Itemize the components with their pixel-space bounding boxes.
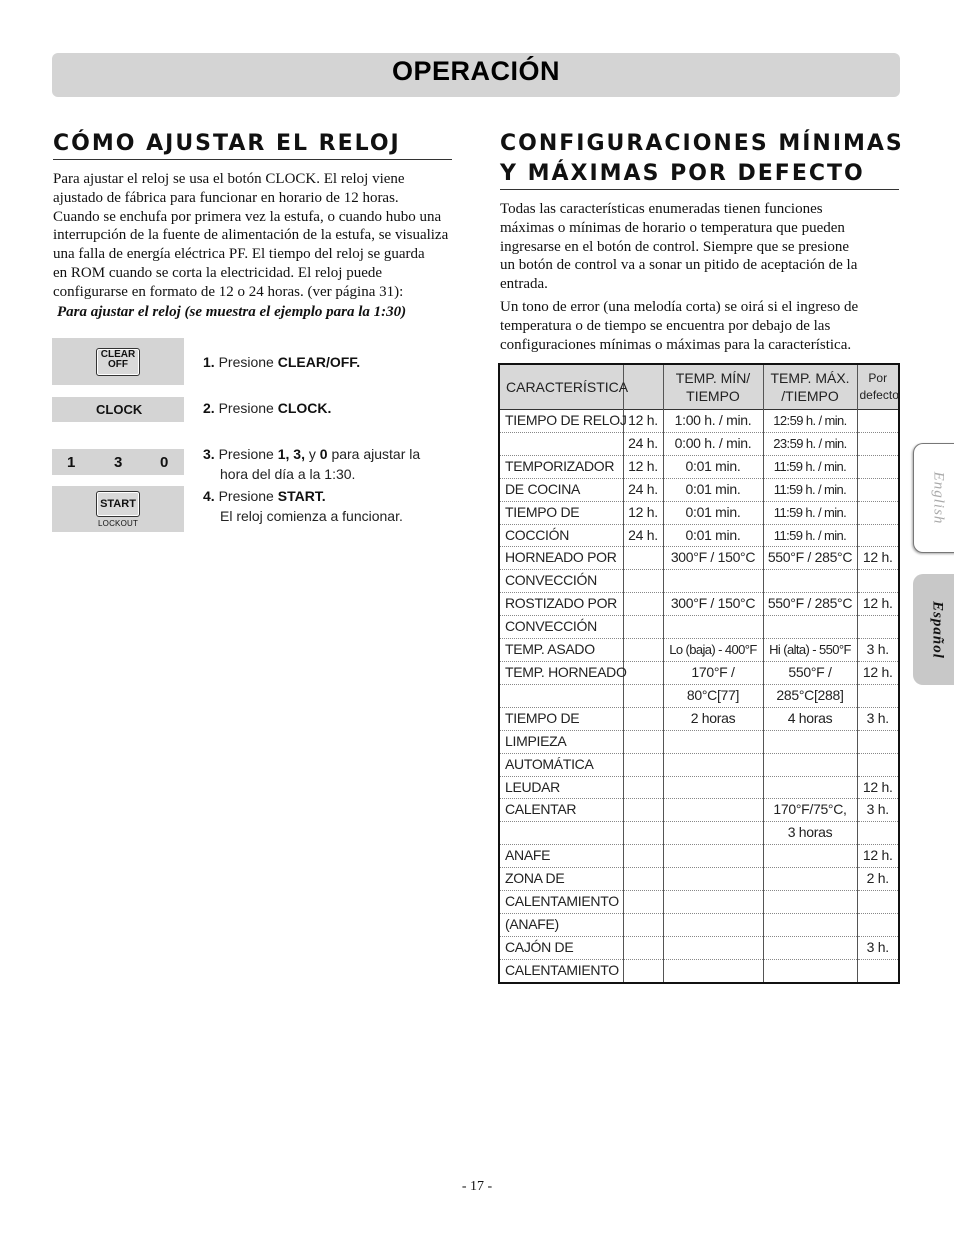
table-cell <box>623 684 663 707</box>
table-row <box>499 410 899 433</box>
table-cell: ROSTIZADO POR <box>499 593 623 616</box>
table-cell <box>663 959 763 982</box>
table-row <box>499 845 899 868</box>
clock-button[interactable]: CLOCK <box>96 402 143 417</box>
table-cell <box>857 410 899 433</box>
settings-heading-line1: CONFIGURACIONES MÍNIMAS <box>500 131 904 156</box>
table-cell: CALENTAR <box>499 799 623 822</box>
table-cell <box>623 593 663 616</box>
table-row <box>499 730 899 753</box>
table-cell: 3 h. <box>857 799 899 822</box>
step-3-number: 3. <box>203 446 215 462</box>
clear-off-button[interactable] <box>96 348 140 376</box>
table-cell <box>763 959 857 982</box>
table-cell: TEMP. ASADO <box>499 639 623 662</box>
table-cell <box>623 868 663 891</box>
table-row <box>499 593 899 616</box>
settings-heading-line2: Y MÁXIMAS POR DEFECTO <box>500 161 865 186</box>
step-4-key: START. <box>277 488 326 504</box>
table-cell: 12 h. <box>857 661 899 684</box>
clock-paragraph <box>53 170 458 302</box>
table-cell <box>857 822 899 845</box>
table-cell: (ANAFE) <box>499 913 623 936</box>
tab-espanol[interactable] <box>913 574 954 685</box>
table-cell <box>663 570 763 593</box>
table-cell: AUTOMÁTICA <box>499 753 623 776</box>
table-cell: 3 h. <box>857 707 899 730</box>
table-cell: 11:59 h. / min. <box>763 455 857 478</box>
table-cell: 12 h. <box>857 593 899 616</box>
header-min-line1: TEMP. MÍN/ <box>675 370 751 386</box>
table-cell: 3 horas <box>763 822 857 845</box>
table-cell <box>857 913 899 936</box>
table-cell <box>763 730 857 753</box>
table-cell: ANAFE <box>499 845 623 868</box>
table-cell: CONVECCIÓN <box>499 570 623 593</box>
step-4 <box>203 486 403 526</box>
table-cell <box>499 822 623 845</box>
table-cell <box>623 822 663 845</box>
table-row <box>499 616 899 639</box>
table-cell <box>663 822 763 845</box>
table-row <box>499 868 899 891</box>
table-row <box>499 891 899 914</box>
table-cell <box>623 776 663 799</box>
table-cell <box>857 730 899 753</box>
min-max-settings-table <box>498 363 900 984</box>
table-cell: 12 h. <box>623 410 663 433</box>
table-cell: 12 h. <box>857 547 899 570</box>
table-cell <box>663 776 763 799</box>
table-cell: 23:59 h. / min. <box>763 432 857 455</box>
tab-english[interactable] <box>913 443 954 553</box>
table-cell: TIEMPO DE RELOJ <box>499 410 623 433</box>
table-cell: 3 h. <box>857 639 899 662</box>
table-cell <box>623 616 663 639</box>
number-keys-panel <box>52 449 184 475</box>
table-cell <box>663 799 763 822</box>
table-row <box>499 570 899 593</box>
table-cell: 2 horas <box>663 707 763 730</box>
step-4-line2: El reloj comienza a funcionar. <box>220 508 403 524</box>
table-cell: DE COCINA <box>499 478 623 501</box>
table-cell: 0:01 min. <box>663 478 763 501</box>
settings-paragraph-line: Un tono de error (una melodía corta) se oirá si el ingreso de <box>500 299 859 315</box>
table-row <box>499 547 899 570</box>
table-cell: 11:59 h. / min. <box>763 478 857 501</box>
step-1-key: CLEAR/OFF. <box>277 354 361 370</box>
table-cell: 12 h. <box>623 501 663 524</box>
settings-paragraph-line: configuraciones mínimas o máximas para la característica. <box>500 336 852 353</box>
step-2-key: CLOCK. <box>277 400 332 416</box>
table-cell <box>857 524 899 547</box>
table-row <box>499 799 899 822</box>
table-cell: LEUDAR <box>499 776 623 799</box>
table-cell: 12:59 h. / min. <box>763 410 857 433</box>
start-key-panel <box>52 486 184 532</box>
table-cell: 11:59 h. / min. <box>763 524 857 547</box>
table-cell <box>763 891 857 914</box>
table-row <box>499 455 899 478</box>
table-cell <box>857 455 899 478</box>
table-header-row <box>499 364 899 410</box>
clock-paragraph-line: Cuando se enchufa por primera vez la estufa, o cuando hubo una <box>53 208 442 225</box>
digit-3-button[interactable]: 3 <box>114 454 123 471</box>
clock-key-panel <box>52 397 184 422</box>
header-default-line2: defecto <box>859 388 899 402</box>
header-min <box>663 364 763 410</box>
table-row <box>499 432 899 455</box>
table-cell: 550°F / 285°C <box>763 547 857 570</box>
page-number: - 17 - <box>461 1179 493 1194</box>
table-cell <box>663 868 763 891</box>
table-cell: 0:01 min. <box>663 455 763 478</box>
table-row <box>499 959 899 982</box>
clock-paragraph-line: en ROM cuando se corta la electricidad. El reloj puede <box>53 264 383 281</box>
header-max-line2: /TIEMPO <box>781 388 839 404</box>
table-row <box>499 684 899 707</box>
table-cell <box>763 570 857 593</box>
table-cell <box>763 776 857 799</box>
step-2-number: 2. <box>203 400 215 416</box>
section-banner <box>52 53 900 97</box>
table-cell: 2 h. <box>857 868 899 891</box>
table-row <box>499 639 899 662</box>
clear-label: CLEAR <box>100 349 136 360</box>
table-cell: CONVECCIÓN <box>499 616 623 639</box>
table-cell: 300°F / 150°C <box>663 593 763 616</box>
clock-paragraph-line: Para ajustar el reloj se usa el botón CLOCK. El reloj viene <box>53 171 405 187</box>
table-cell <box>623 661 663 684</box>
table-cell <box>623 959 663 982</box>
table-cell <box>623 936 663 959</box>
table-cell: 300°F / 150°C <box>663 547 763 570</box>
step-3-and: y <box>304 446 320 462</box>
table-cell: COCCIÓN <box>499 524 623 547</box>
table-row <box>499 478 899 501</box>
table-cell <box>663 845 763 868</box>
clear-off-key-panel <box>52 338 184 385</box>
section-title: OPERACIÓN <box>392 56 561 86</box>
table-row <box>499 822 899 845</box>
table-cell: 80°C[77] <box>663 684 763 707</box>
step-1 <box>203 352 360 372</box>
table-cell <box>763 936 857 959</box>
table-cell: 0:00 h. / min. <box>663 432 763 455</box>
table-cell <box>623 845 663 868</box>
table-cell <box>623 753 663 776</box>
example-note: Para ajustar el reloj (se muestra el ejemplo para la 1:30) <box>57 304 407 320</box>
table-row <box>499 707 899 730</box>
header-max-line1: TEMP. MÁX. <box>770 370 850 386</box>
header-max <box>763 364 857 410</box>
tab-espanol-label: Español <box>929 600 946 659</box>
settings-paragraph-line: un botón de control va a sonar un pitido de aceptación de la <box>500 257 858 274</box>
table-cell: 4 horas <box>763 707 857 730</box>
header-default <box>857 364 899 410</box>
table-cell: LIMPIEZA <box>499 730 623 753</box>
table-cell <box>623 913 663 936</box>
table-cell: 12 h. <box>623 455 663 478</box>
table-cell: 285°C[288] <box>763 684 857 707</box>
table-cell <box>663 891 763 914</box>
table-cell <box>663 913 763 936</box>
step-1-number: 1. <box>203 354 215 370</box>
table-cell: 11:59 h. / min. <box>763 501 857 524</box>
table-cell <box>857 501 899 524</box>
table-cell: 0:01 min. <box>663 501 763 524</box>
table-cell: HORNEADO POR <box>499 547 623 570</box>
clock-paragraph-line: ajustado de fábrica para funcionar en horario de 12 horas. <box>53 189 399 206</box>
table-cell <box>857 684 899 707</box>
step-4-number: 4. <box>203 488 215 504</box>
settings-paragraph-line: entrada. <box>500 276 548 293</box>
digit-0-button[interactable]: 0 <box>160 454 169 471</box>
clock-paragraph-line: interrupción de la fuente de alimentación de la estufa, se visualiza <box>53 227 449 244</box>
table-cell: 550°F / <box>763 661 857 684</box>
clock-heading-rule <box>53 159 452 160</box>
table-cell <box>857 959 899 982</box>
settings-heading-rule <box>500 189 899 190</box>
table-row <box>499 661 899 684</box>
step-4-text: Presione <box>214 488 278 504</box>
table-cell <box>663 730 763 753</box>
table-cell <box>623 891 663 914</box>
table-cell <box>623 639 663 662</box>
table-cell: TIEMPO DE <box>499 707 623 730</box>
table-cell: CAJÓN DE <box>499 936 623 959</box>
header-spacer <box>623 364 663 410</box>
table-row <box>499 936 899 959</box>
table-row <box>499 776 899 799</box>
table-cell <box>763 913 857 936</box>
table-cell: 12 h. <box>857 845 899 868</box>
step-3-rest: para ajustar la <box>327 446 421 462</box>
table-cell <box>857 616 899 639</box>
table-cell: 0:01 min. <box>663 524 763 547</box>
table-cell <box>857 432 899 455</box>
settings-paragraph-line: Todas las características enumeradas tienen funciones <box>500 201 823 217</box>
step-3 <box>203 444 420 484</box>
table-cell: ZONA DE <box>499 868 623 891</box>
lockout-label: LOCKOUT <box>98 519 139 528</box>
step-3-text: Presione <box>214 446 278 462</box>
clock-paragraph-line: configurarse en formato de 12 o 24 horas. (ver página 31): <box>53 283 404 300</box>
header-feature: CARACTERÍSTICA <box>499 364 623 410</box>
table-cell: Hi (alta) - 550°F <box>763 639 857 662</box>
table-cell <box>663 616 763 639</box>
step-2-text: Presione <box>214 400 278 416</box>
step-3-keys: 1, 3, <box>277 446 305 462</box>
table-cell <box>763 845 857 868</box>
table-cell: 550°F / 285°C <box>763 593 857 616</box>
step-2 <box>203 398 331 418</box>
header-default-line1: Por <box>868 371 888 385</box>
table-row <box>499 753 899 776</box>
table-cell <box>623 707 663 730</box>
table-cell <box>857 478 899 501</box>
table-cell: TEMPORIZADOR <box>499 455 623 478</box>
table-cell: TIEMPO DE <box>499 501 623 524</box>
table-cell: 1:00 h. / min. <box>663 410 763 433</box>
table-cell <box>763 616 857 639</box>
header-min-line2: TIEMPO <box>686 388 740 404</box>
table-cell <box>623 570 663 593</box>
clock-heading: CÓMO AJUSTAR EL RELOJ <box>53 131 401 156</box>
table-cell <box>857 570 899 593</box>
digit-1-button[interactable]: 1 <box>67 454 76 471</box>
step-3-key-zero: 0 <box>319 446 328 462</box>
table-cell: Lo (baja) - 400°F <box>663 639 763 662</box>
settings-paragraph-line: ingresarse en el botón de control. Siempre que se presione <box>500 238 850 255</box>
table-cell <box>857 891 899 914</box>
table-cell: 170°F/75°C, <box>763 799 857 822</box>
table-cell: CALENTAMIENTO <box>499 959 623 982</box>
table-cell: 3 h. <box>857 936 899 959</box>
table-cell <box>663 936 763 959</box>
table-cell: 12 h. <box>857 776 899 799</box>
tab-english-label: English <box>930 471 947 525</box>
settings-paragraph-2 <box>500 298 905 354</box>
table-cell <box>623 730 663 753</box>
table-cell <box>763 753 857 776</box>
table-cell <box>857 753 899 776</box>
table-cell <box>499 432 623 455</box>
table-cell <box>763 868 857 891</box>
table-cell <box>623 547 663 570</box>
table-cell: 24 h. <box>623 478 663 501</box>
clock-paragraph-line: una falla de energía eléctrica PF. El tiempo del reloj se guarda <box>53 246 425 263</box>
table-cell: 24 h. <box>623 432 663 455</box>
step-1-text: Presione <box>214 354 278 370</box>
settings-paragraph-1 <box>500 200 905 294</box>
table-cell: CALENTAMIENTO <box>499 891 623 914</box>
settings-paragraph-line: temperatura o de tiempo se encuentra por debajo de las <box>500 317 831 334</box>
settings-paragraph-line: máximas o mínimas de horario o temperatura que pueden <box>500 219 845 236</box>
table-cell: TEMP. HORNEADO <box>499 661 623 684</box>
table-cell: 24 h. <box>623 524 663 547</box>
start-button[interactable]: START <box>96 491 140 517</box>
settings-heading <box>500 129 904 189</box>
table-row <box>499 524 899 547</box>
table-cell <box>663 753 763 776</box>
step-3-line2: hora del día a la 1:30. <box>220 466 356 482</box>
table-cell <box>623 799 663 822</box>
table-row <box>499 913 899 936</box>
table-cell <box>499 684 623 707</box>
table-row <box>499 501 899 524</box>
table-cell: 170°F / <box>663 661 763 684</box>
off-label: OFF <box>108 359 128 370</box>
